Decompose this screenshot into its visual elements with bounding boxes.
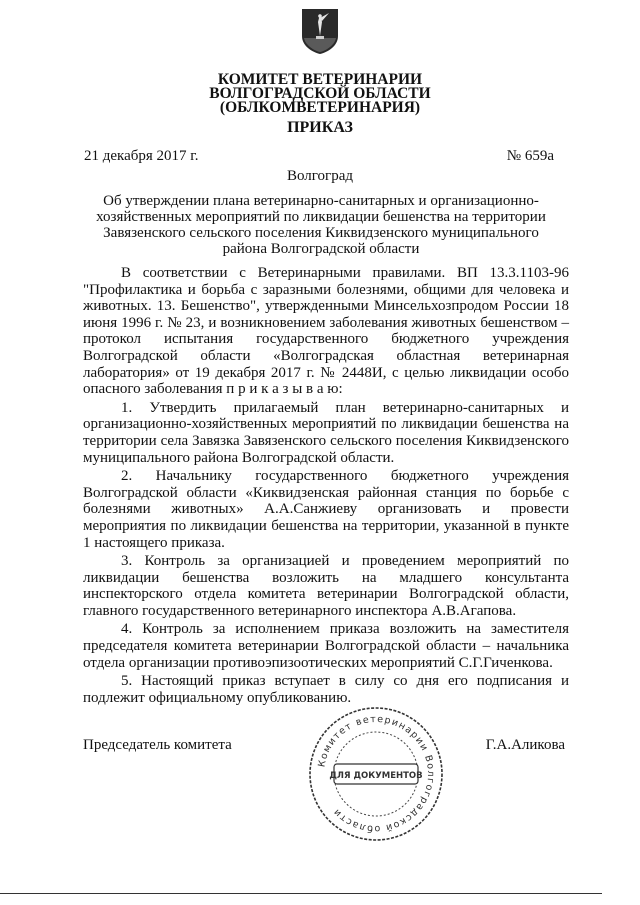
document-date: 21 декабря 2017 г. [84,148,199,164]
page-bottom-rule [0,893,602,894]
body-paragraph-item-3: 3. Контроль за организацией и проведением мероприятий по ликвидации бешенства возложить на младшего консультанта инспекторского отдела комитета ветеринарии Волгоградской области, главного государственного ветеринарного инспектора А.В.Агапова. [83,553,569,619]
body-paragraph-item-2: 2. Начальнику государственного бюджетного учреждения Волгоградской области «Киквидзенская районная станция по борьбе с болезнями животных» А.А.Санжиеву организовать и провести мероприятия по ликвидации бешенства на территории, указанной в пункте 1 настоящего приказа. [83,468,569,551]
svg-text:Комитет ветеринарии Волгоградс: Комитет ветеринарии Волгоградской области [316,713,437,835]
body-paragraph-item-4: 4. Контроль за исполнением приказа возложить на заместителя председателя комитета ветеринарии Волгоградской области – начальника отдела организации противоэпизоотических мероприятий С.Г.Гиченкова. [83,621,569,671]
signatory-title: Председатель комитета [83,737,232,753]
body-paragraph-item-5: 5. Настоящий приказ вступает в силу со дня его подписания и подлежит официальному опубликованию. [83,673,569,706]
document-number: № 659а [506,148,554,164]
body-paragraph-item-1: 1. Утвердить прилагаемый план ветеринарно-санитарных и организационно-хозяйственных мероприятий по ликвидации бешенства на территории села Завязка Завязенского сельского поселения Киквидзенского муниципального района Волгоградской области. [83,399,569,466]
document-type: ПРИКАЗ [287,119,353,136]
official-stamp-icon [306,704,446,844]
org-name-line-1: КОМИТЕТ ВЕТЕРИНАРИИ [217,71,423,88]
document-city: Волгоград [286,168,353,184]
document-body [83,265,569,708]
coat-of-arms-icon [298,6,342,56]
org-name-line-3: (ОБЛКОМВЕТЕРИНАРИЯ) [219,99,421,116]
svg-text:ДЛЯ ДОКУМЕНТОВ: ДЛЯ ДОКУМЕНТОВ [329,771,423,781]
body-paragraph-preamble: В соответствии с Ветеринарными правилами. ВП 13.3.1103-96 "Профилактика и борьба с заразными болезнями, общими для человека и животных. 13. Бешенство", утвержденными Минсельхозпродом России 18 июня 1996 г. № 23, и возникновением заболевания животных бешенством – протокол испытания государственного бюджетного учреждения Волгоградской области «Волгоградская областная ветеринарная лаборатория» от 19 декабря 2017 г. № 2448И, с целью ликвидации особо опасного заболевания п р и к а з ы в а ю: [83,265,569,398]
org-name-line-2: ВОЛГОГРАДСКОЙ ОБЛАСТИ [209,85,431,102]
document-subject: Об утверждении плана ветеринарно-санитарных и организационно-хозяйственных мероприятий по ликвидации бешенства на территории Завязенского сельского поселения Киквидзенского муниципального района Волгоградской области [96,193,546,257]
signatory-name: Г.А.Аликова [485,737,565,753]
